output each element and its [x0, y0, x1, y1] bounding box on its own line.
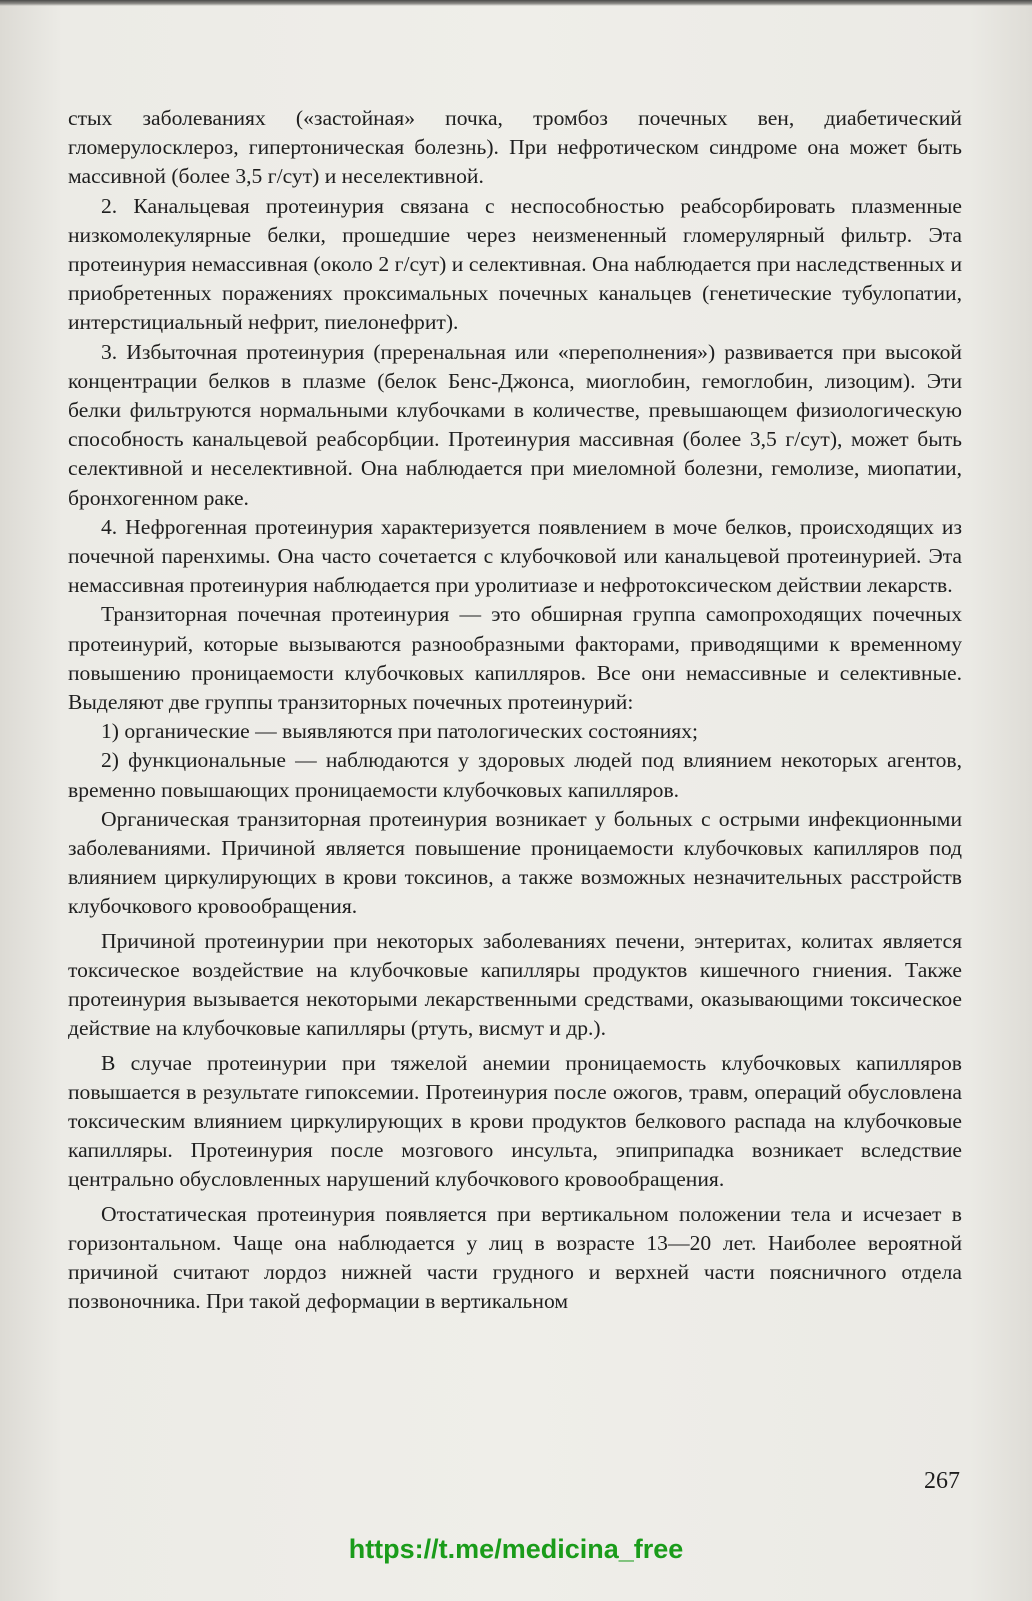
telegram-link[interactable]: https://t.me/medicina_free — [348, 1534, 684, 1564]
paragraph-8: В случае протеинурии при тяжелой анемии проницаемость клубочковых капилляров повышается в результате гипоксемии. Протеинурия после ожогов, травм, операций обусловлена токсическим влиянием циркулирующих в крови продуктов белкового распада на клубочковые капилляры. Протеинурия после мозгового инсульта, эпиприпадка возникает вследствие центрально обусловленных нарушений клубочкового кровообращения. — [68, 1050, 962, 1192]
paragraph-5: Транзиторная почечная протеинурия — это обширная группа самопроходящих почечных протеинурий, которые вызываются разнообразными факторами, приводящими к временному повышению проницаемости клубочковых капилляров. Все они немассивные и селективные. Выделяют две группы транзиторных почечных протеинурий: — [68, 602, 962, 715]
body-text — [68, 104, 962, 1316]
paragraph-7: Причиной протеинурии при некоторых заболеваниях печени, энтеритах, колитах является токсическое воздействие на клубочковые капилляры продуктов кишечного гниения. Также протеинурия вызывается некоторыми лекарственными средствами, оказывающими токсическое действие на клубочковые капилляры (ртуть, висмут и др.). — [68, 928, 962, 1041]
paragraph-9: Отостатическая протеинурия появляется при вертикальном положении тела и исчезает в горизонтальном. Чаще она наблюдается у лиц в возрасте 13—20 лет. Наиболее вероятной причиной считают лордоз нижней части грудного и верхней части поясничного отдела позвоночника. При такой деформации в вертикальном — [68, 1201, 962, 1314]
paragraph-2: 2. Канальцевая протеинурия связана с неспособностью реабсорбировать плазменные низкомолекулярные белки, прошедшие через неизмененный гломерулярный фильтр. Эта протеинурия немассивная (около 2 г/сут) и селективная. Она наблюдается при наследственных и приобретенных поражениях проксимальных почечных канальцев (генетические тубулопатии, интерстициальный нефрит, пиелонефрит). — [68, 193, 962, 335]
list-item-1: 1) органические — выявляются при патологических состояниях; — [101, 719, 699, 744]
list-item-2: 2) функциональные — наблюдаются у здоровых людей под влиянием некоторых агентов, временно повышающих проницаемости клубочковых капилляров. — [68, 748, 962, 802]
page-top-edge — [0, 0, 1032, 6]
paragraph-6: Органическая транзиторная протеинурия возникает у больных с острыми инфекционными заболеваниями. Причиной является повышение проницаемости клубочковых капилляров под влиянием циркулирующих в крови токсинов, а также возможных незначительных расстройств клубочкового кровообращения. — [68, 806, 962, 919]
paragraph-4: 4. Нефрогенная протеинурия характеризуется появлением в моче белков, происходящих из почечной паренхимы. Она часто сочетается с клубочковой или канальцевой протеинурией. Эта немассивная протеинурия наблюдается при уролитиазе и нефротоксическом действии лекарств. — [68, 514, 962, 598]
paragraph-1: стых заболеваниях («застойная» почка, тромбоз почечных вен, диабетический гломерулосклероз, гипертоническая болезнь). При нефротическом синдроме она может быть массивной (более 3,5 г/сут) и неселективной. — [68, 106, 962, 189]
paragraph-3: 3. Избыточная протеинурия (преренальная или «переполнения») развивается при высокой концентрации белков в плазме (белок Бенс-Джонса, миоглобин, гемоглобин, лизоцим). Эти белки фильтруются нормальными клубочками в количестве, превышающем физиологическую способность канальцевой реабсорбции. Протеинурия массивная (более 3,5 г/сут), может быть селективной и неселективной. Она наблюдается при миеломной болезни, гемолизе, миопатии, бронхогенном раке. — [68, 339, 962, 510]
page-number: 267 — [924, 1468, 960, 1494]
